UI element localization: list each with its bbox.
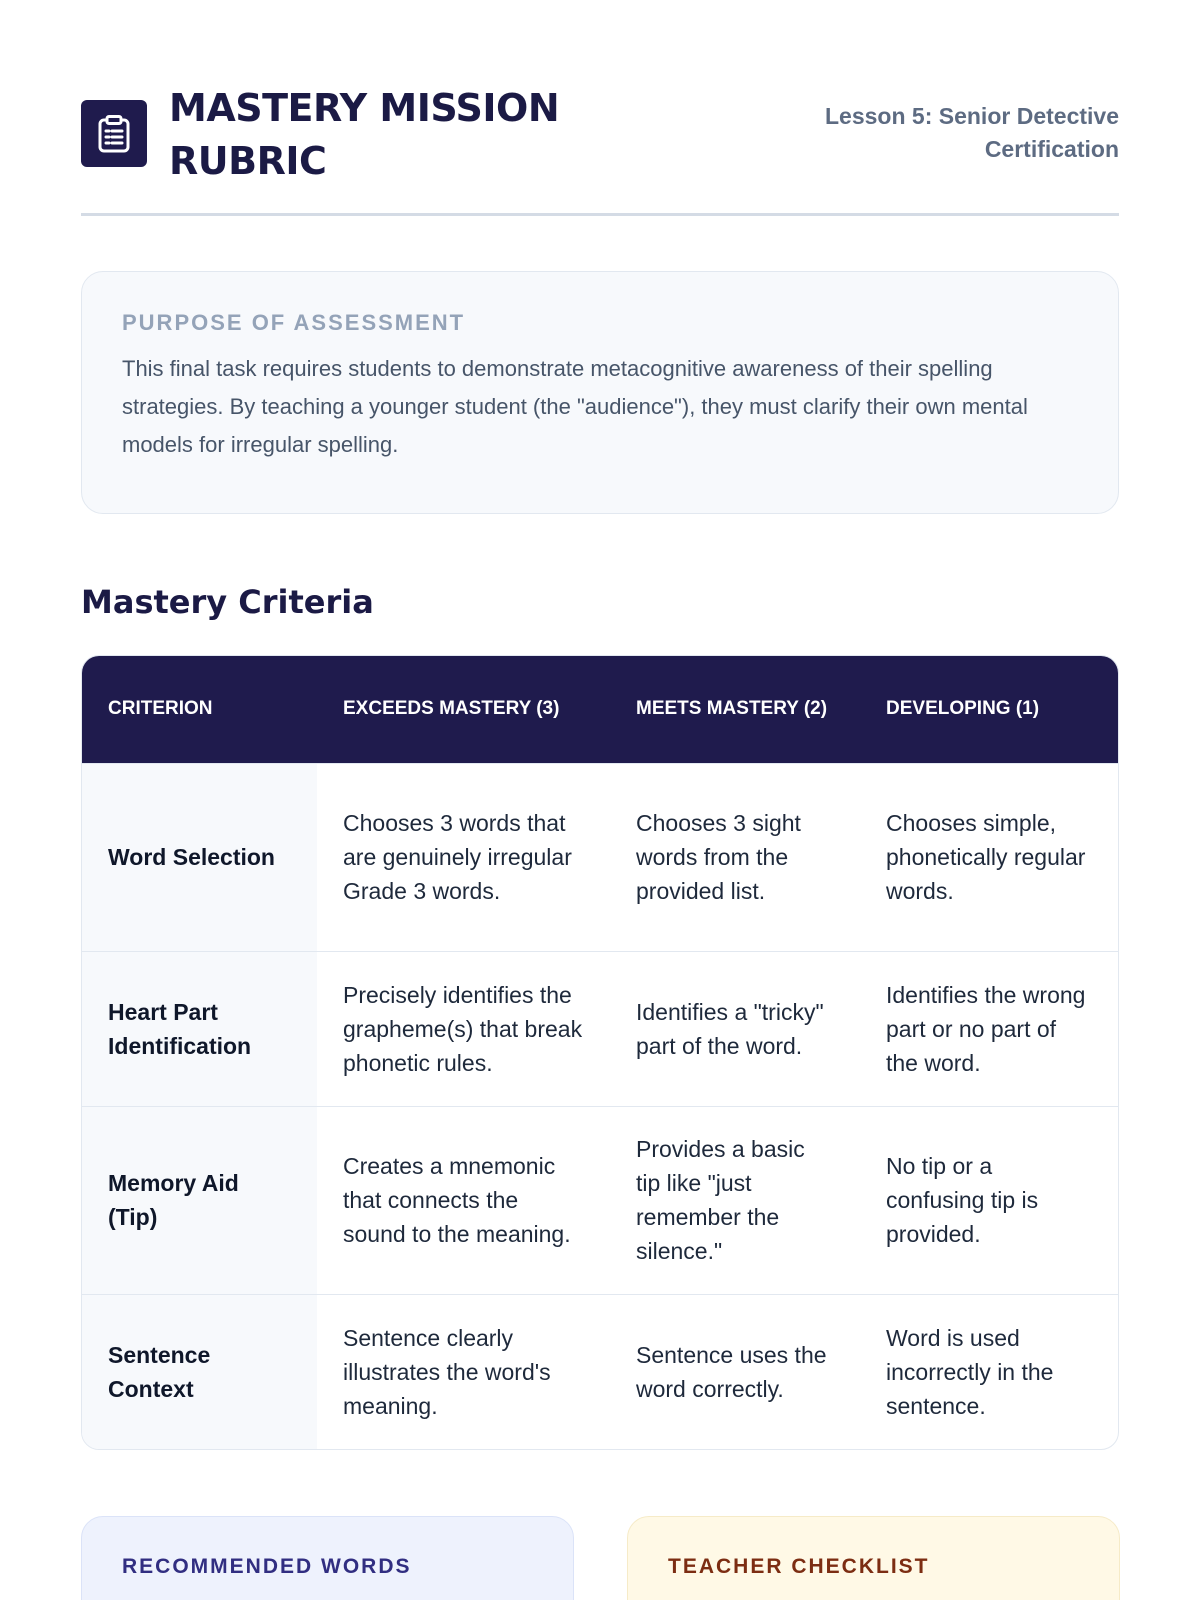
- developing-cell: No tip or a confusing tip is provided.: [860, 1106, 1118, 1294]
- meets-cell: Sentence uses the word correctly.: [610, 1294, 860, 1449]
- column-header-exceeds: EXCEEDS MASTERY (3): [317, 656, 610, 763]
- exceeds-cell: Sentence clearly illustrates the word's meaning.: [317, 1294, 610, 1449]
- developing-cell: Identifies the wrong part or no part of the word.: [860, 951, 1118, 1106]
- table-row: [82, 951, 1118, 1106]
- exceeds-cell: Precisely identifies the grapheme(s) that break phonetic rules.: [317, 951, 610, 1106]
- rubric-table: [81, 655, 1119, 1450]
- criterion-cell: Sentence Context: [82, 1294, 317, 1449]
- page-title: MASTERY MISSION RUBRIC: [169, 86, 560, 183]
- teacher-checklist-heading: TEACHER CHECKLIST: [668, 1555, 930, 1578]
- table-row: [82, 1294, 1118, 1449]
- exceeds-cell: Chooses 3 words that are genuinely irregular Grade 3 words.: [317, 763, 610, 951]
- meets-cell: Provides a basic tip like "just remember the silence.": [610, 1106, 860, 1294]
- table-row: [82, 763, 1118, 951]
- meets-cell: Identifies a "tricky" part of the word.: [610, 951, 860, 1106]
- exceeds-cell: Creates a mnemonic that connects the sound to the meaning.: [317, 1106, 610, 1294]
- purpose-heading: PURPOSE OF ASSESSMENT: [122, 310, 466, 335]
- criterion-cell: Heart Part Identification: [82, 951, 317, 1106]
- meets-cell: Chooses 3 sight words from the provided list.: [610, 763, 860, 951]
- clipboard-icon: [81, 100, 147, 167]
- teacher-checklist-card: [627, 1516, 1120, 1600]
- page-header: [81, 80, 1119, 216]
- criterion-cell: Word Selection: [82, 763, 317, 951]
- table-row: [82, 1106, 1118, 1294]
- recommended-words-card: [81, 1516, 574, 1600]
- column-header-criterion: CRITERION: [82, 656, 317, 763]
- column-header-meets: MEETS MASTERY (2): [610, 656, 860, 763]
- mastery-criteria-heading: Mastery Criteria: [81, 583, 374, 621]
- column-header-developing: DEVELOPING (1): [860, 656, 1118, 763]
- recommended-words-heading: RECOMMENDED WORDS: [122, 1555, 412, 1578]
- developing-cell: Chooses simple, phonetically regular words.: [860, 763, 1118, 951]
- table-header-row: [82, 656, 1118, 763]
- purpose-card: [81, 271, 1119, 514]
- developing-cell: Word is used incorrectly in the sentence.: [860, 1294, 1118, 1449]
- lesson-subtitle: Lesson 5: Senior Detective Certification: [825, 103, 1119, 162]
- purpose-text: This final task requires students to demonstrate metacognitive awareness of their spelling strategies. By teaching a younger student (the "audience"), they must clarify their own mental models for irregular spelling.: [122, 356, 1028, 457]
- criterion-cell: Memory Aid (Tip): [82, 1106, 317, 1294]
